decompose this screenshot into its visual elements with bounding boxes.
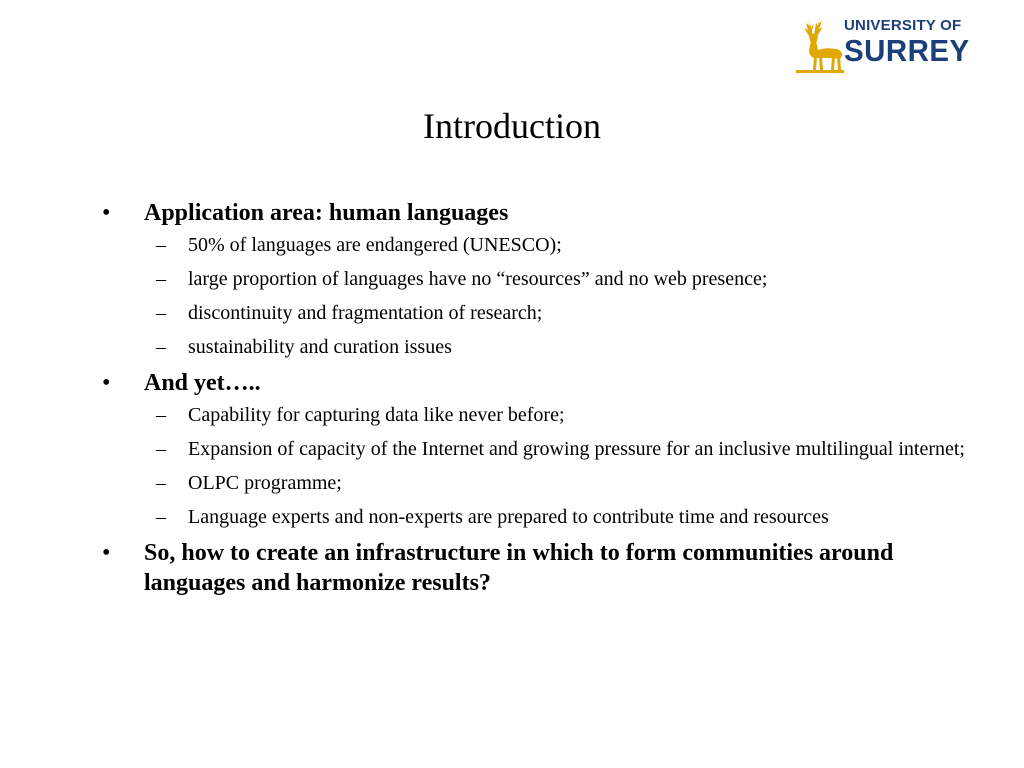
- logo-wordmark: [844, 18, 976, 66]
- dash-symbol: –: [156, 506, 166, 528]
- dash-symbol: –: [156, 336, 166, 358]
- sub-bullet-item: [100, 300, 970, 327]
- sub-bullet-item: [100, 266, 970, 293]
- bullet-text: So, how to create an infrastructure in which to form communities around languages and harmonize results?: [144, 540, 894, 596]
- bullet-item: [100, 538, 970, 598]
- sub-bullet-text: 50% of languages are endangered (UNESCO);: [188, 234, 562, 256]
- dash-symbol: –: [156, 268, 166, 290]
- bullet-list: [100, 198, 970, 598]
- sub-bullet-item: [100, 402, 970, 429]
- logo-line-surrey: SURREY: [844, 33, 970, 68]
- bullet-text: Application area: human languages: [144, 200, 509, 226]
- bullet-item: [100, 368, 970, 398]
- dash-symbol: –: [156, 472, 166, 494]
- sub-bullet-text: Language experts and non-experts are prepared to contribute time and resources: [188, 506, 829, 528]
- sub-bullet-text: large proportion of languages have no “resources” and no web presence;: [188, 268, 768, 290]
- dash-symbol: –: [156, 302, 166, 324]
- slide-title: Introduction: [423, 106, 601, 146]
- dash-symbol: –: [156, 438, 166, 460]
- sub-bullet-item: [100, 334, 970, 361]
- sub-bullet-text: OLPC programme;: [188, 472, 342, 494]
- sub-bullet-text: sustainability and curation issues: [188, 336, 452, 358]
- bullet-item: [100, 198, 970, 228]
- bullet-symbol: •: [102, 370, 111, 396]
- sub-bullet-text: Capability for capturing data like never before;: [188, 404, 565, 426]
- sub-bullet-item: [100, 470, 970, 497]
- stag-icon: [792, 14, 846, 76]
- dash-symbol: –: [156, 234, 166, 256]
- sub-bullet-item: [100, 504, 970, 531]
- logo-line-university-of: UNIVERSITY OF: [844, 17, 962, 34]
- sub-bullet-item: [100, 232, 970, 259]
- sub-bullet-text: Expansion of capacity of the Internet and growing pressure for an inclusive multilingual internet;: [188, 438, 965, 460]
- dash-symbol: –: [156, 404, 166, 426]
- bullet-symbol: •: [102, 540, 111, 566]
- university-logo: [792, 10, 992, 76]
- sub-bullet-item: [100, 436, 970, 463]
- bullet-text: And yet…..: [144, 370, 261, 396]
- bullet-symbol: •: [102, 200, 111, 226]
- sub-bullet-text: discontinuity and fragmentation of research;: [188, 302, 543, 324]
